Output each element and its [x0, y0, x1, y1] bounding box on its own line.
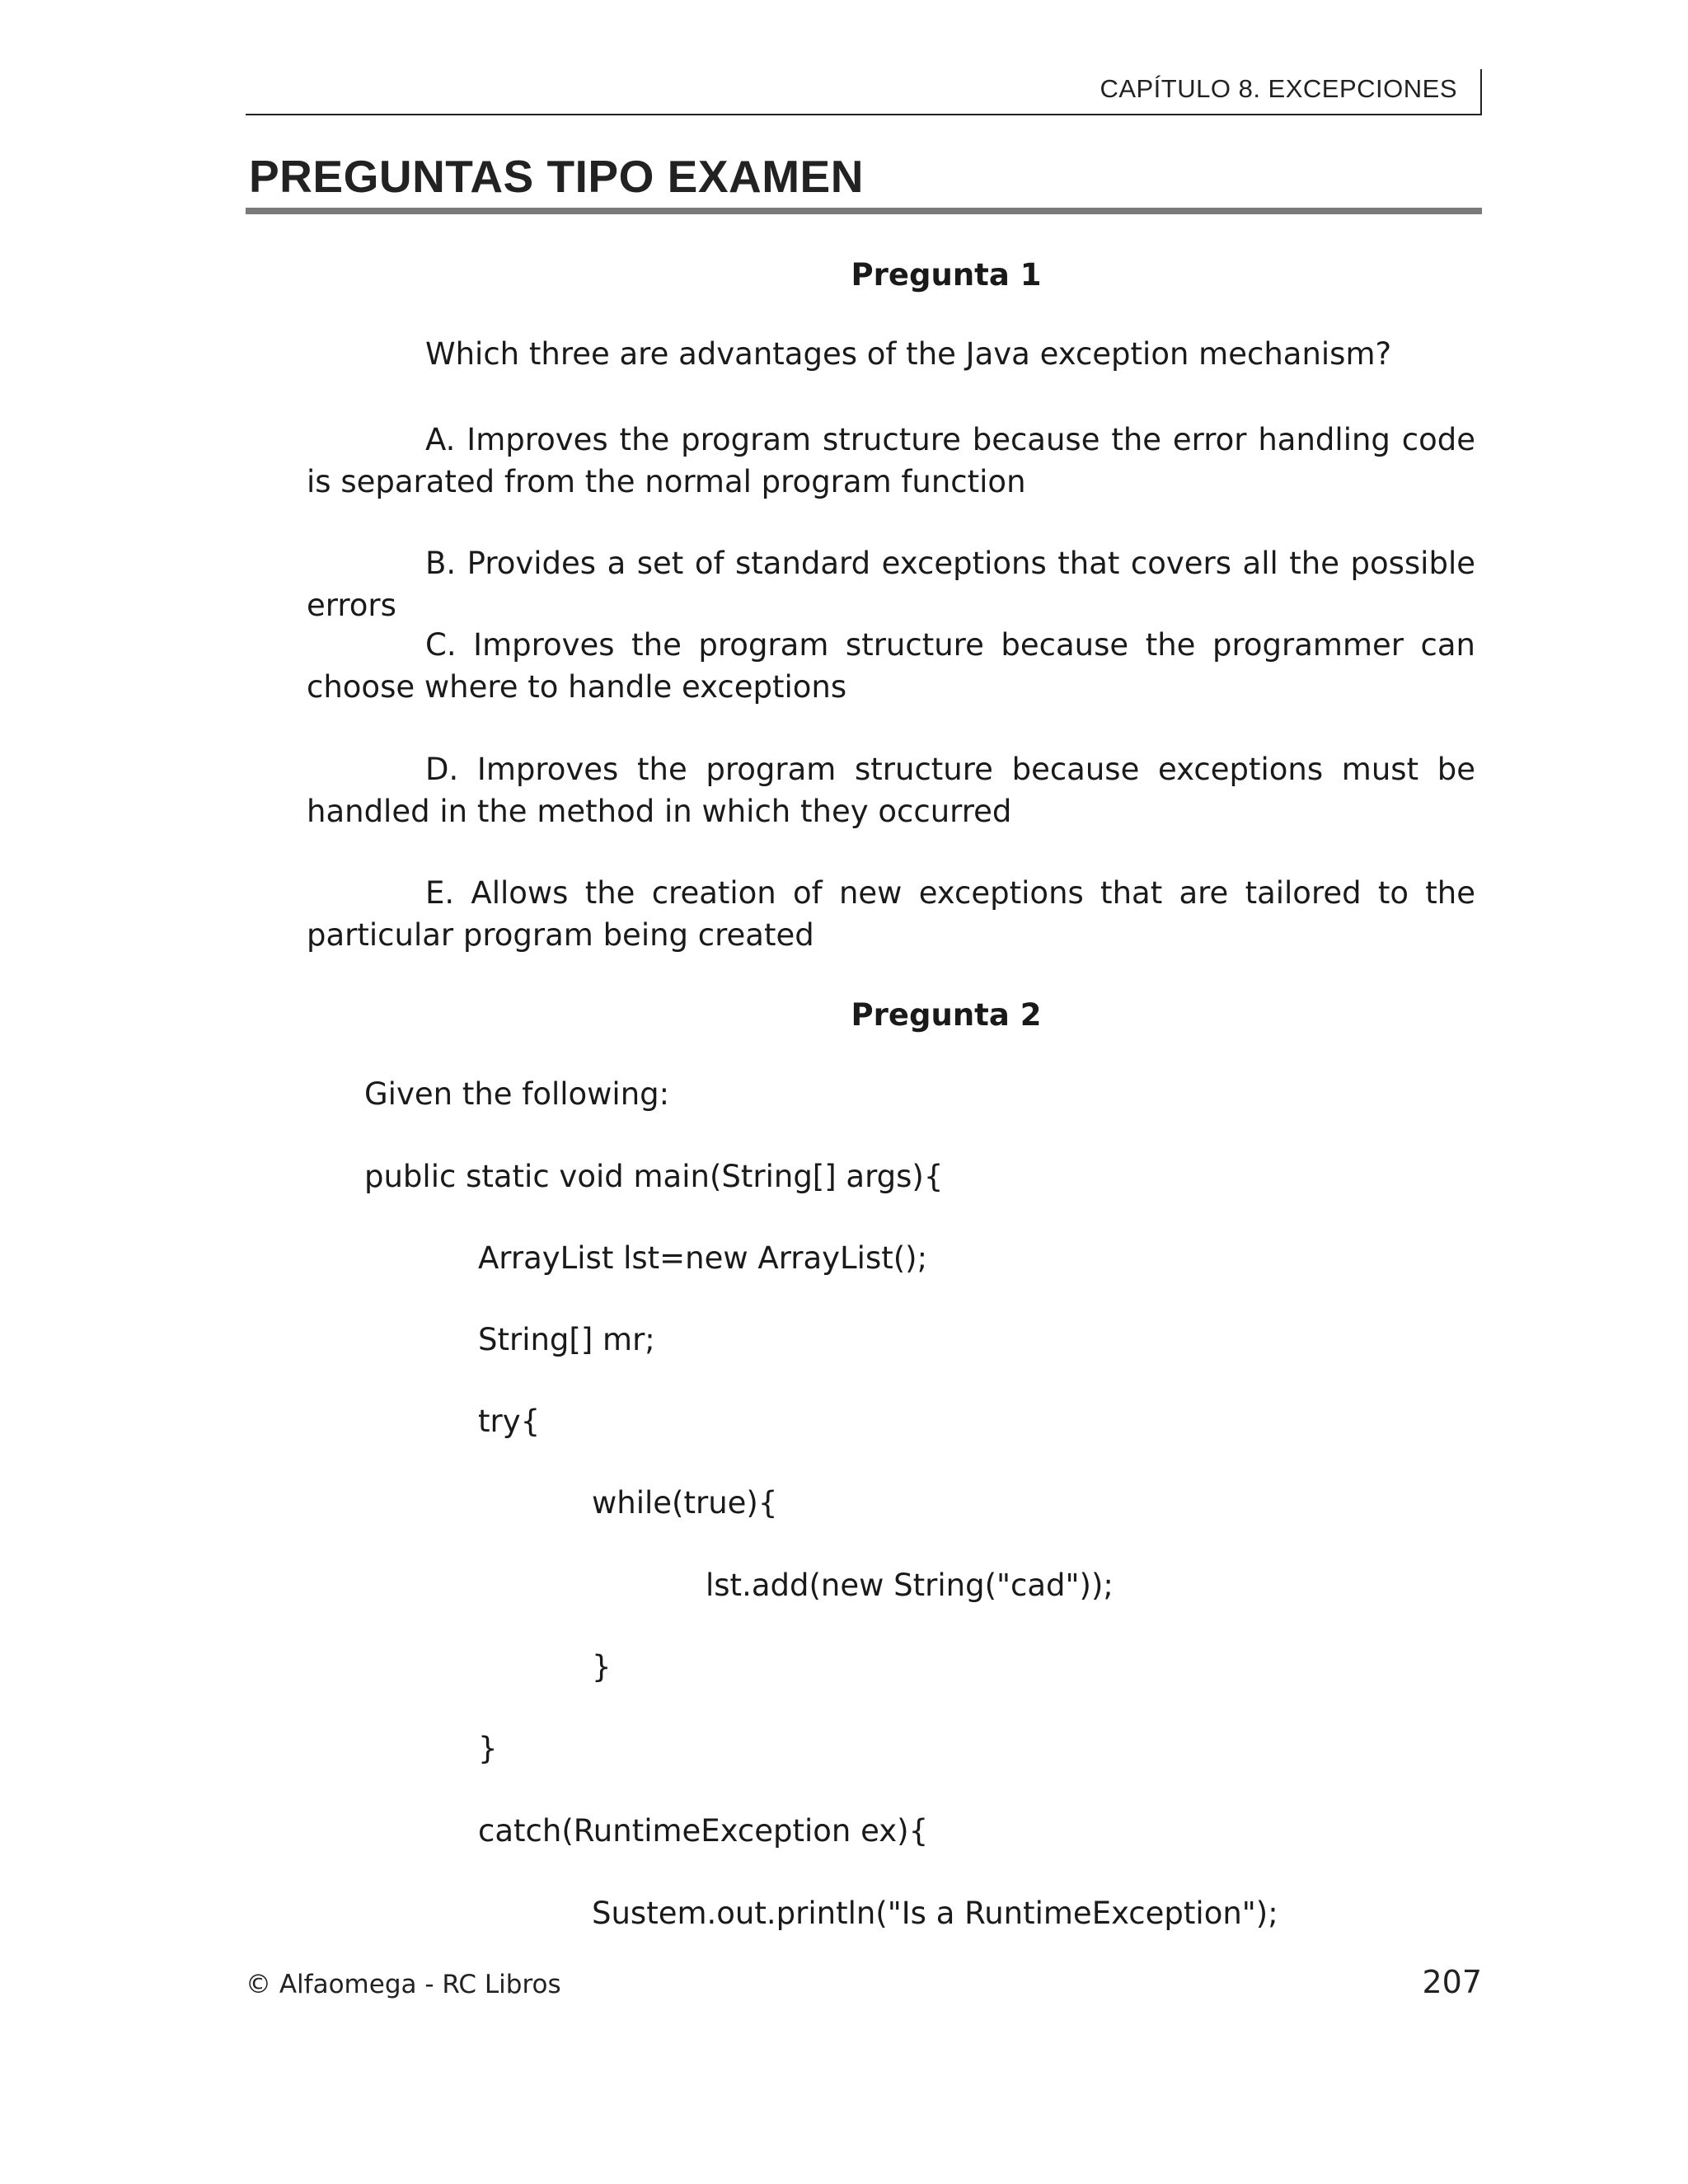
question-1-option-c: C. Improves the program structure because the programmer can choose where to handle exceptions	[307, 627, 1475, 705]
page-number: 207	[1422, 1964, 1482, 2000]
question-1-option-d: D. Improves the program structure because exceptions must be handled in the method in which they occurred	[307, 752, 1475, 829]
code-line: try{	[478, 1404, 541, 1439]
code-line: ArrayList lst=new ArrayList();	[478, 1240, 928, 1276]
section-title-rule	[246, 208, 1482, 214]
question-1-option-a: A. Improves the program structure because the error handling code is separated from the normal program function	[307, 422, 1475, 499]
code-line: }	[478, 1731, 498, 1766]
header-vertical-rule	[1480, 69, 1482, 114]
question-1-option-b: B. Provides a set of standard exceptions that covers all the possible errors	[307, 546, 1475, 623]
running-header	[246, 69, 1482, 115]
question-1-heading: Pregunta 1	[851, 257, 1042, 293]
publisher-credit: © Alfaomega - RC Libros	[246, 1970, 561, 1999]
question-1-prompt: Which three are advantages of the Java exception mechanism?	[425, 336, 1392, 372]
question-2-heading: Pregunta 2	[851, 997, 1042, 1033]
code-line: }	[592, 1649, 612, 1685]
code-line: String[] mr;	[478, 1322, 655, 1357]
code-line: while(true){	[592, 1485, 778, 1521]
code-line: Sustem.out.println("Is a RuntimeException");	[592, 1896, 1278, 1931]
section-title: PREGUNTAS TIPO EXAMEN	[249, 151, 864, 202]
question-2-intro: Given the following:	[364, 1076, 670, 1112]
question-1-option-e: E. Allows the creation of new exceptions that are tailored to the particular program being created	[307, 875, 1475, 953]
chapter-title: CAPÍTULO 8. EXCEPCIONES	[1100, 74, 1457, 103]
code-line: public static void main(String[] args){	[364, 1159, 944, 1194]
code-line: catch(RuntimeException ex){	[478, 1813, 929, 1849]
code-line: lst.add(new String("cad"));	[706, 1568, 1114, 1603]
